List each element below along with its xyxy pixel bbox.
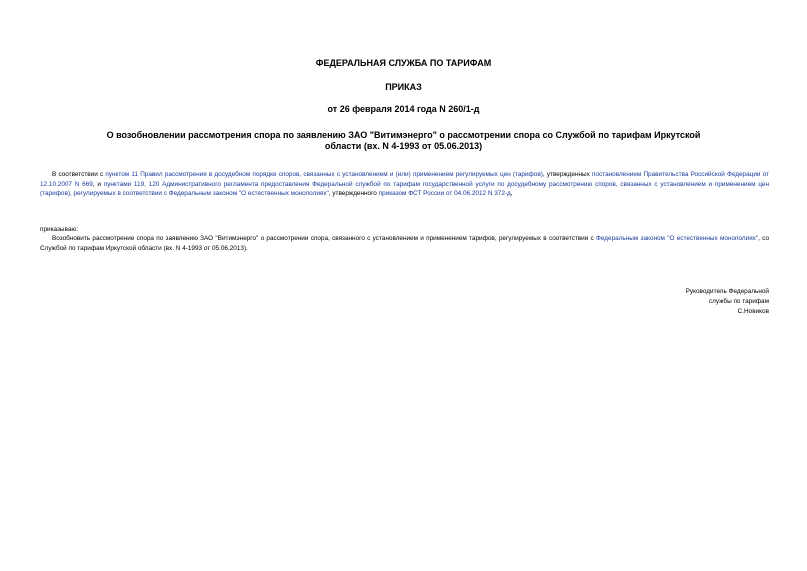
organization-heading: ФЕДЕРАЛЬНАЯ СЛУЖБА ПО ТАРИФАМ	[315, 58, 492, 68]
order-paragraph	[40, 234, 769, 253]
document-title: О возобновлении рассмотрения спора по заявлению ЗАО "Витимэнерго" о рассмотрении спора со Службой по тарифам Иркутской области (вх. N 4-1993 от 05.06.2013)	[106, 130, 701, 151]
document-type-heading: ПРИКАЗ	[385, 82, 422, 92]
signature-name: С.Новиков	[737, 308, 769, 315]
order-text: Возобновить рассмотрение спора по заявлению ЗАО "Витимэнерго" о рассмотрении спора, связанного с установлением и применением тарифов, регулируемых в соответствии с	[52, 235, 597, 242]
signature-position-line2: службы по тарифам	[708, 298, 769, 305]
government-decree-link[interactable]: постановлением Правительства Российской Федерации от 12.10.2007 N 669	[40, 171, 769, 188]
preamble-text: ,	[510, 190, 513, 198]
preamble-text: В соответствии с	[52, 171, 106, 178]
preamble-text: , утвержденного	[328, 190, 379, 198]
signature-position-line1: Руководитель Федеральной	[685, 288, 769, 295]
fst-order-link[interactable]: приказом ФСТ России от 04.06.2012 N 372-д	[378, 190, 511, 198]
orders-label: приказываю:	[40, 226, 78, 233]
regulation-points-link[interactable]: пунктами 119, 120 Административного регламента предоставления Федеральной службой по тарифам государственной услуги по досудебному рассмотрению споров, связанных с установлением и применением цен (тарифов), регулируемых в соответствии с Федеральным законом "О естественных монополиях"	[40, 180, 769, 198]
federal-law-link[interactable]: Федеральным законом "О естественных монополиях"	[596, 235, 759, 242]
rules-point-11-link[interactable]: пунктом 11 Правил рассмотрения в досудебном порядке споров, связанных с установлением и (или) применением регулируемых цен (тарифов)	[105, 171, 543, 178]
order-text: , со Службой по тарифам Иркутской области (вх. N 4-1993 от 05.06.2013).	[40, 235, 769, 252]
preamble-text: , утвержденных	[542, 171, 592, 178]
preamble-text: , и	[92, 180, 104, 188]
preamble-paragraph	[40, 170, 769, 199]
document-date-line: от 26 февраля 2014 года N 260/1-д	[327, 104, 480, 114]
